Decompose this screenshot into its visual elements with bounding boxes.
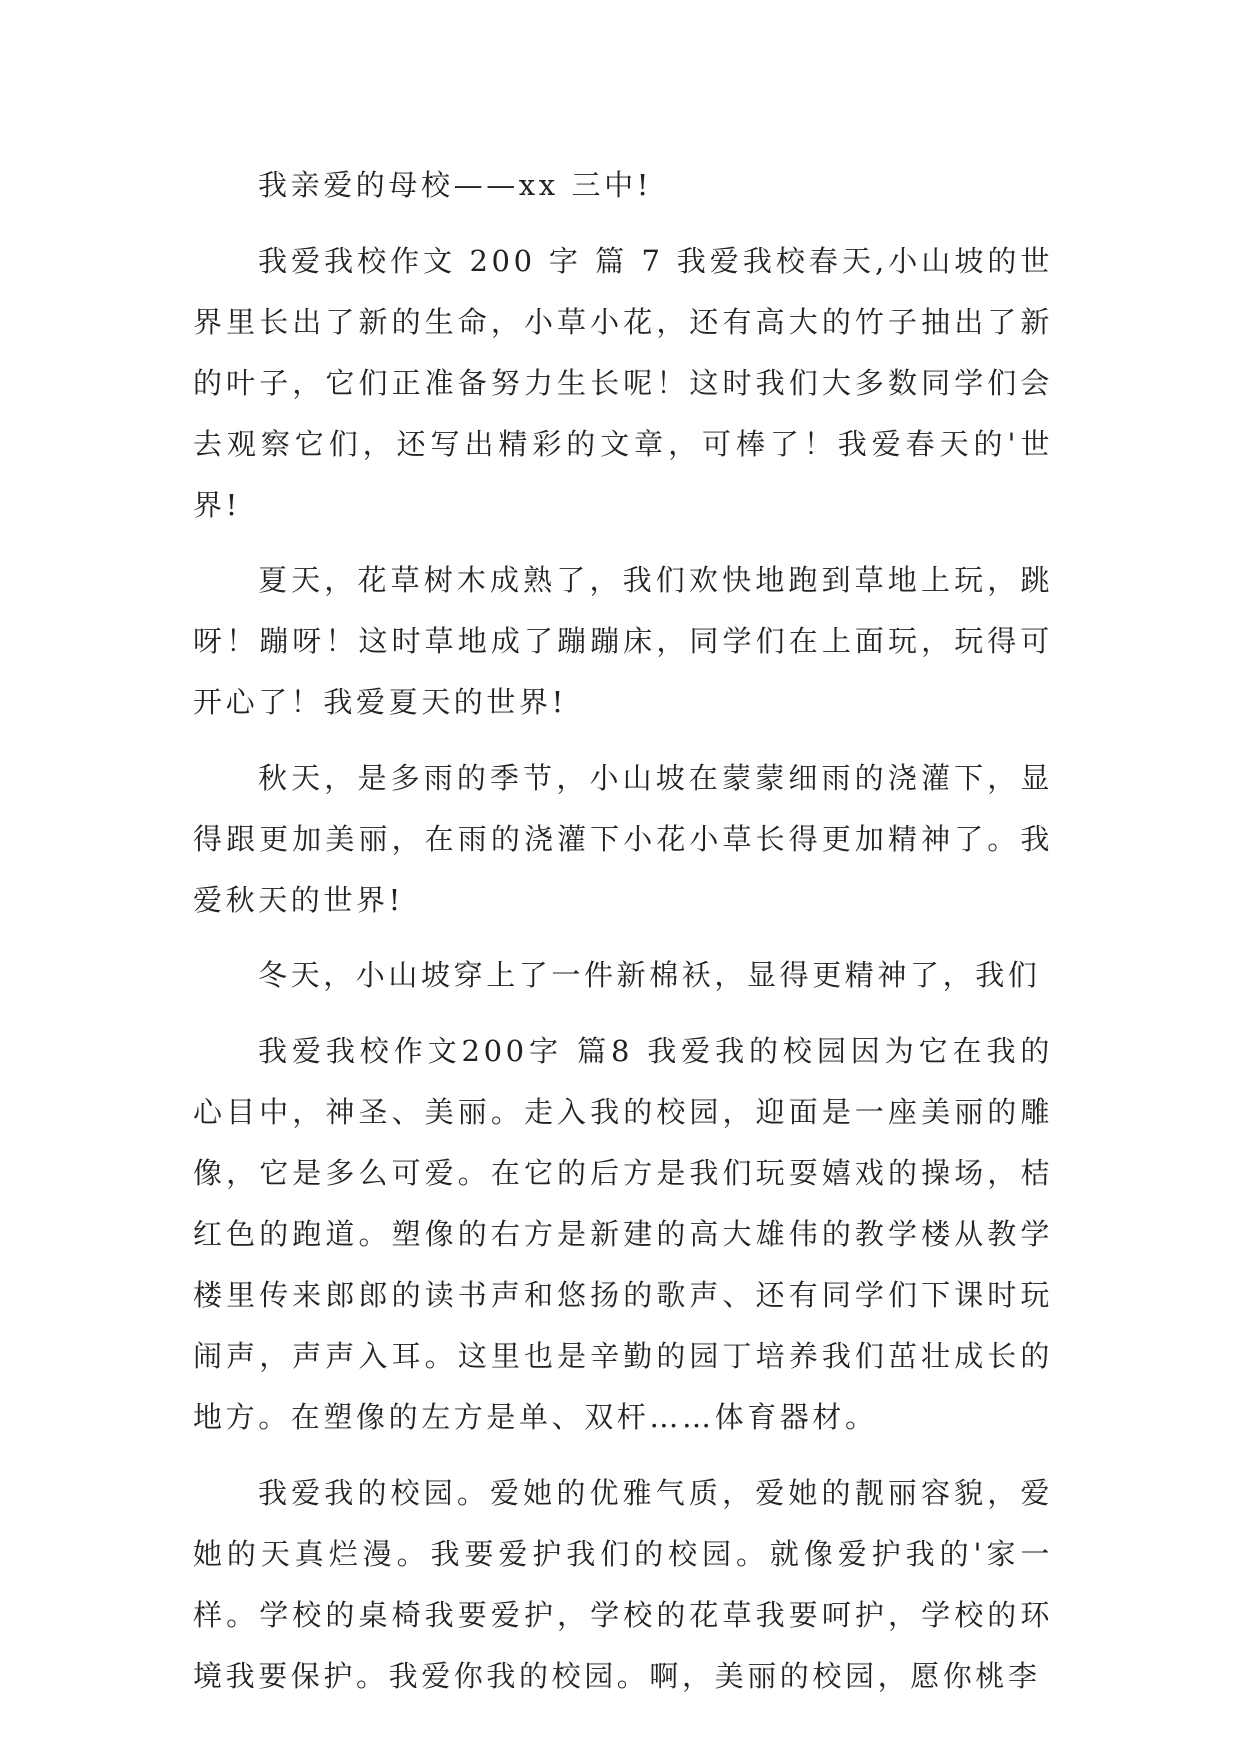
paragraph-essay-8: 我爱我校作文200字 篇8 我爱我的校园因为它在我的心目中，神圣、美丽。走入我的校园，迎面是一座美丽的雕像，它是多么可爱。在它的后方是我们玩耍嬉戏的操场，桔红色的跑道。塑像的右方是新建的高大雄伟的教学楼从教学楼里传来郎郎的读书声和悠扬的歌声、还有同学们下课时玩闹声，声声入耳。这里也是辛勤的园丁培养我们茁壮成长的地方。在塑像的左方是单、双杆……体育器材。 [193,1033,1053,1434]
document-page [193,155,1053,1721]
paragraph-autumn: 秋天，是多雨的季节，小山坡在蒙蒙细雨的浇灌下，显得跟更加美丽，在雨的浇灌下小花小草长得更加精神了。我爱秋天的世界! [193,760,1053,917]
paragraph-intro: 我亲爱的母校——xx 三中! [258,168,652,202]
paragraph-summer: 夏天，花草树木成熟了，我们欢快地跑到草地上玩，跳呀！蹦呀！这时草地成了蹦蹦床，同学们在上面玩，玩得可开心了！我爱夏天的世界! [193,563,1053,720]
paragraph-love-campus: 我爱我的校园。爱她的优雅气质，爱她的靓丽容貌，爱她的天真烂漫。我要爱护我们的校园。就像爱护我的'家一样。学校的桌椅我要爱护，学校的花草我要呵护，学校的环境我要保护。我爱你我的校园。啊，美丽的校园，愿你桃李 [193,1475,1053,1693]
paragraph-winter: 冬天，小山坡穿上了一件新棉袄，显得更精神了，我们 [258,958,1041,993]
paragraph-essay-7-spring: 我爱我校作文 200 字 篇 7 我爱我校春天,小山坡的世界里长出了新的生命，小草小花，还有高大的竹子抽出了新的叶子，它们正准备努力生长呢！这时我们大多数同学们会去观察它们，还写出精彩的文章，可棒了！我爱春天的'世界! [193,243,1053,522]
